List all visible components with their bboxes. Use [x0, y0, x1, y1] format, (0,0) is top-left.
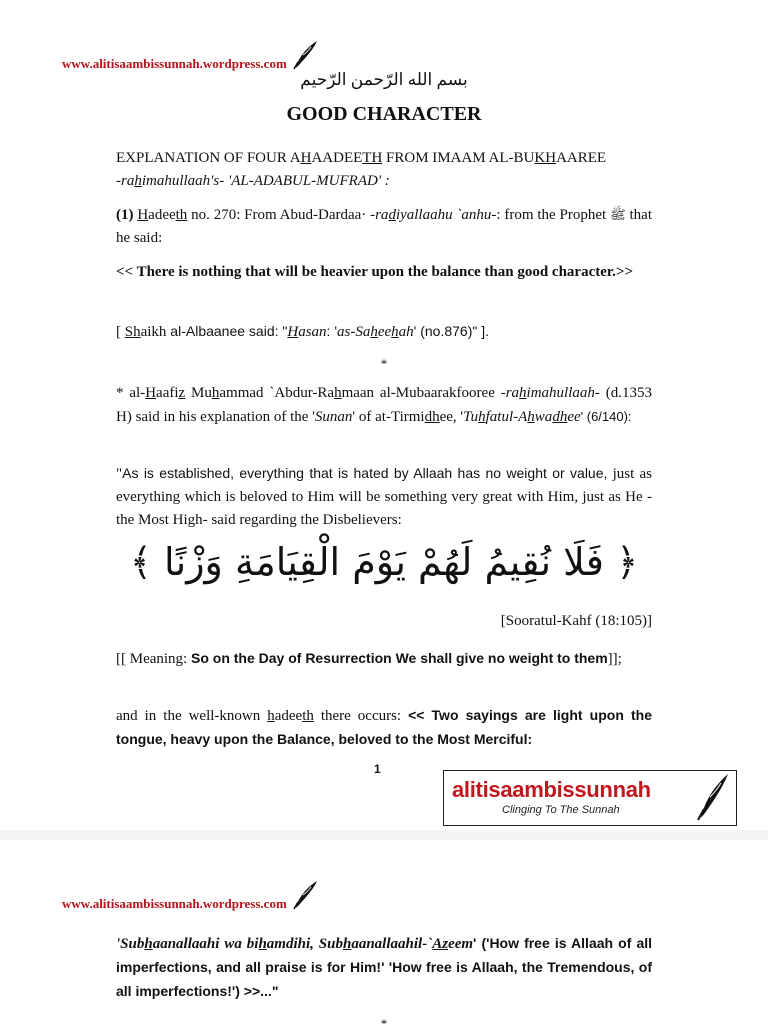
site-url-link[interactable]: www.alitisaambissunnah.wordpress.com: [62, 56, 287, 71]
second-hadith-text: 'Subhaanallaahi wa bihamdihi, Subhaanallaahil-`Azeem' ('How free is Allaah of all imperfections, and all praise is for Him!' 'How free is Allaah, the Tremendous, of all imperfections!') >>...": [116, 935, 653, 999]
salla-symbol: ﷺ: [609, 207, 626, 222]
second-hadith-intro: and in the well-known hadeeth there occurs: << Two sayings are light upon the tongue, heavy upon the Balance, beloved to the Most Merciful:: [116, 707, 652, 747]
verse-meaning: [[ Meaning: So on the Day of Resurrection We shall give no weight to them]];: [116, 650, 622, 667]
hadith-1-grading: [ Shaikh al-Albaanee said: "Hasan: 'as-Saheehah' (no.876)" ].: [116, 323, 490, 340]
separator-star: *: [380, 1016, 388, 1024]
logo-tagline: Clinging To The Sunnah: [502, 804, 620, 816]
page-header: [62, 880, 319, 912]
page-title: GOOD CHARACTER: [286, 103, 482, 125]
page-gap: [0, 830, 768, 840]
hadith-1-intro: (1) Hadeeth no. 270: From Abud-Dardaa· -radiyallaahu `anhu-: from the Prophet ﷺ that he said:: [116, 207, 652, 246]
separator-star: *: [380, 356, 388, 371]
logo-name: alitisaambissunnah: [452, 777, 651, 802]
commentary-quote: "As is established, everything that is hated by Allaah has no weight or value, just as everything which is beloved to Him will be something very great with Him, just as He -the Most High- said regarding the Disbelievers:: [116, 465, 652, 528]
intro-heading: EXPLANATION OF FOUR AHAADEETH FROM IMAAM AL-BUKHAAREE -rahimahullaah's- 'AL-ADABUL-MUFRAD' :: [116, 150, 607, 189]
hadith-1-quote: << There is nothing that will be heavier upon the balance than good character.>>: [116, 264, 634, 280]
commentary-intro: * al-Haafiz Muhammad `Abdur-Rahmaan al-Mubaarakfooree -rahimahullaah- (d.1353 H) said in his explanation of the 'Sunan' of at-Tirmidhee, 'Tuhfatul-Ahwadhee' (6/140):: [116, 385, 652, 425]
quran-reference: [Sooratul-Kahf (18:105)]: [500, 613, 652, 629]
site-logo: [443, 770, 737, 826]
quill-pen-icon: [694, 773, 730, 821]
basmala: بسم الله الرّحمن الرّحيم: [300, 70, 468, 89]
quill-pen-icon: [291, 40, 319, 70]
quill-pen-icon: [291, 880, 319, 910]
quran-verse: ﴿ فَلَا نُقِيمُ لَهُمْ يَوْمَ الْقِيَامَةِ وَزْنًا ﴾: [129, 540, 639, 584]
page-header: [62, 40, 319, 72]
document-page-2: [0, 840, 768, 1024]
page-number: 1: [374, 762, 381, 776]
site-url-link[interactable]: www.alitisaambissunnah.wordpress.com: [62, 896, 287, 911]
